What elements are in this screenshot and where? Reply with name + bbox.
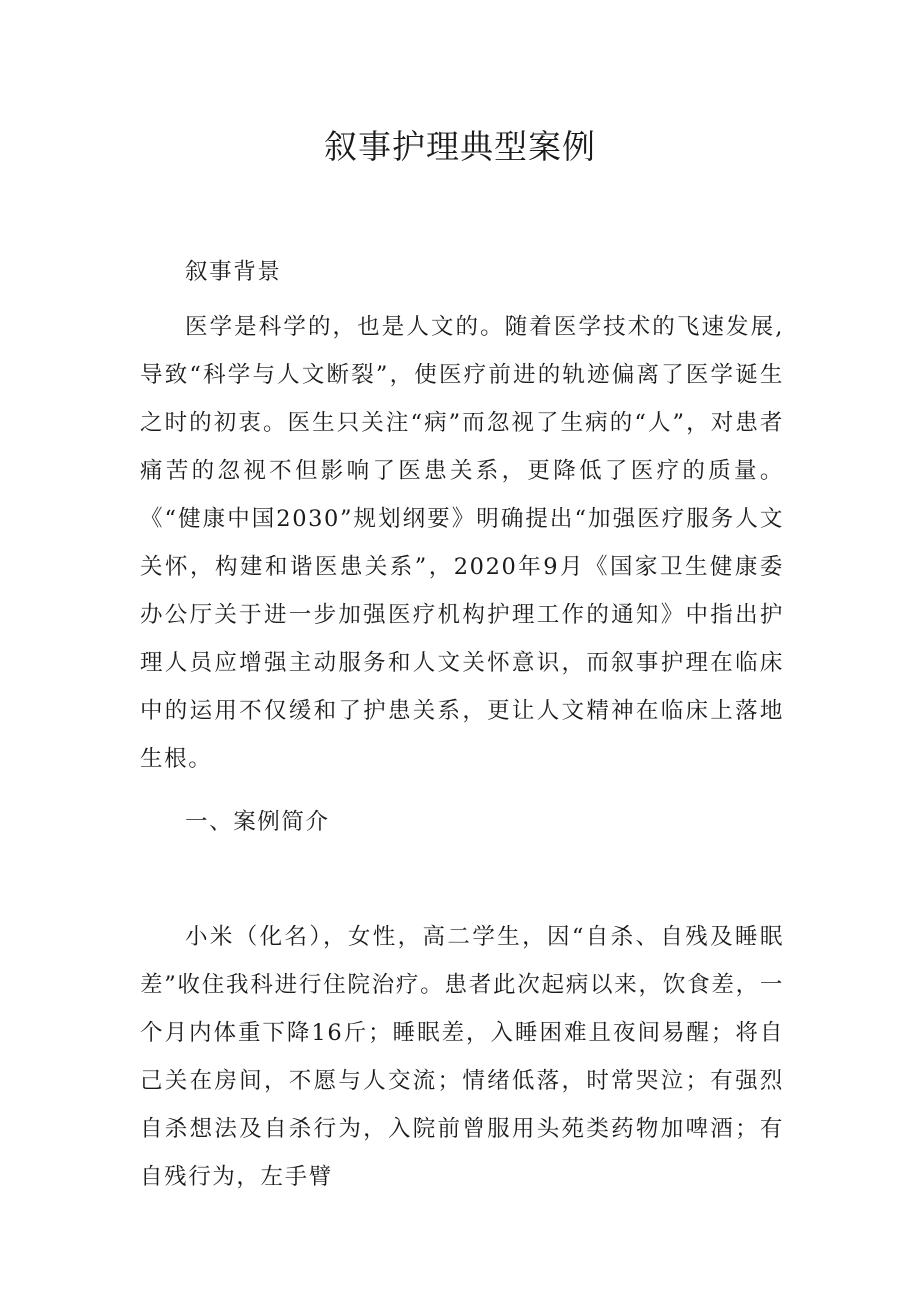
document-title: 叙事护理典型案例 — [324, 127, 596, 166]
section-paragraph-case-intro: 小米（化名），女性，高二学生，因“自杀、自残及睡眠差”收住我科进行住院治疗。患者此次起病以来，饮食差，一个月内体重下降16斤；睡眠差，入睡困难且夜间易醒；将自己关在房间，不愿与人交流；情绪低落，时常哭泣；有强烈自杀想法及自杀行为，入院前曾服用头苑类药物加啤酒；有自残行为，左手臂 — [140, 924, 784, 1190]
section-paragraph-background: 医学是科学的，也是人文的。随着医学技术的飞速发展,导致“科学与人文断裂”，使医疗前进的轨迹偏离了医学诞生之时的初衷。医生只关注“病”而忽视了生病的“人”，对患者痛苦的忽视不但影响了医患关系，更降低了医疗的质量。《“健康中国2030”规划纲要》明确提出“加强医疗服务人文关怀，构建和谐医患关系”，2020年9月《国家卫生健康委办公厅关于进一步加强医疗机构护理工作的通知》中指出护理人员应增强主动服务和人文关怀意识，而叙事护理在临床中的运用不仅缓和了护患关系，更让人文精神在临床上落地生根。 — [140, 314, 784, 772]
section-heading-case-intro: 一、案例简介 — [185, 809, 330, 835]
section-heading-background: 叙事背景 — [185, 259, 282, 285]
